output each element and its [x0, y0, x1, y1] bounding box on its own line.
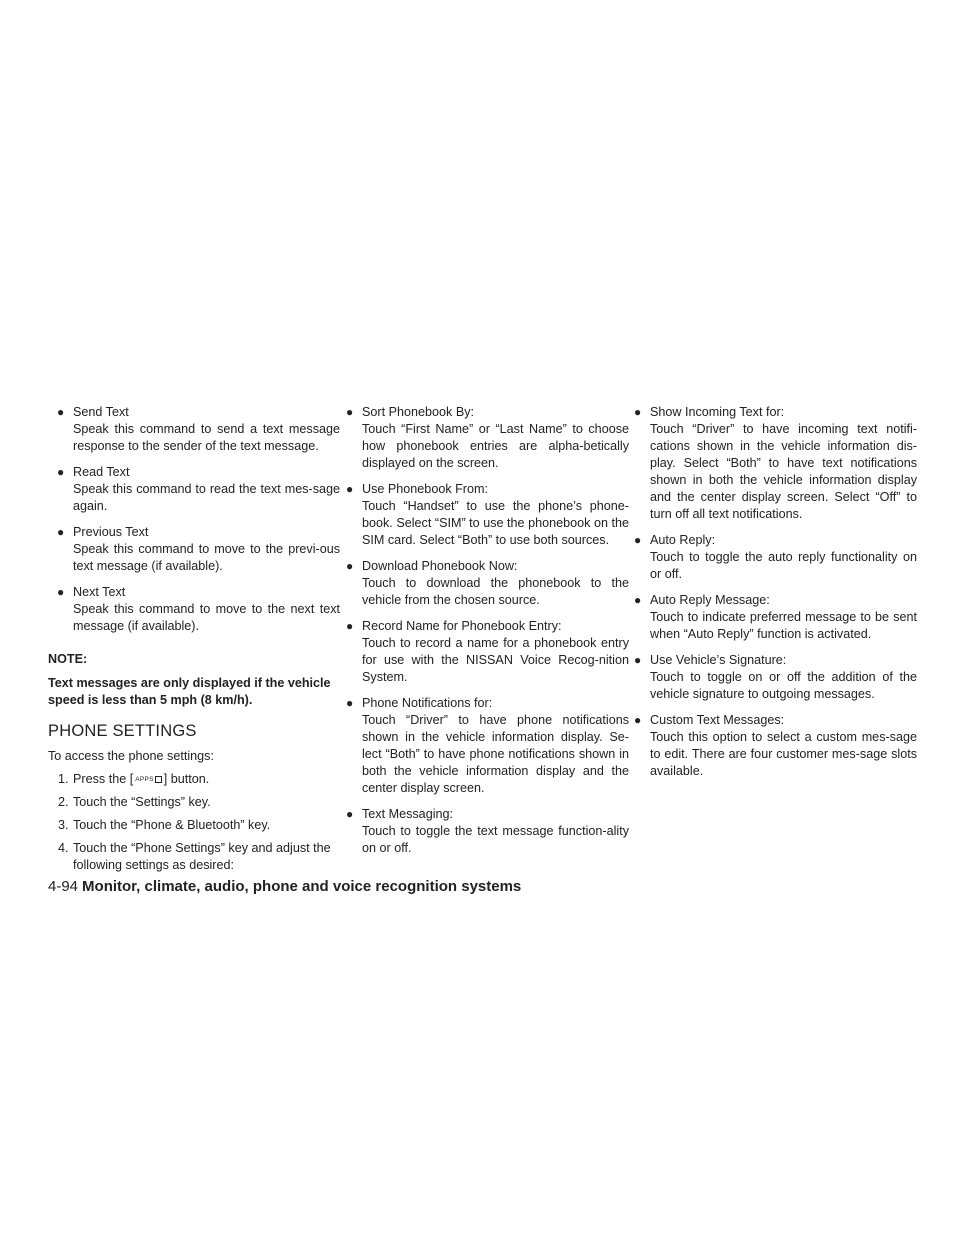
column-middle [337, 404, 629, 866]
step-number: 2. [58, 795, 69, 809]
bullet-item-custom-text-messages [625, 712, 917, 780]
bullet-text: Touch “Driver” to have phone notifications shown in the vehicle information display. Se-lect “Both” to have phone notifications shown in both the vehicle information display and the center display screen. [362, 713, 629, 795]
bullet-item-send-text [48, 404, 340, 455]
bullet-title: Next Text [73, 585, 126, 599]
bullet-dot-icon: ● [634, 713, 642, 727]
bullet-item-text-messaging [337, 806, 629, 857]
bullet-dot-icon: ● [57, 405, 65, 419]
step-text-pre: Press the [ [73, 772, 134, 786]
bullet-item-previous-text [48, 524, 340, 575]
bullet-title: Custom Text Messages: [650, 713, 785, 727]
page-footer [48, 878, 521, 895]
bullet-dot-icon: ● [346, 619, 354, 633]
bullet-item-show-incoming-text [625, 404, 917, 523]
bullet-text: Touch to toggle the text message function-ality on or off. [362, 824, 629, 855]
step-number: 3. [58, 818, 69, 832]
bullet-dot-icon: ● [634, 533, 642, 547]
bullet-item-use-phonebook-from [337, 481, 629, 549]
apps-button-icon [133, 774, 164, 785]
bullet-title: Auto Reply Message: [650, 593, 770, 607]
bullet-text: Touch to indicate preferred message to be sent when “Auto Reply” function is activated. [650, 610, 917, 641]
page-number: 4-94 [48, 878, 79, 895]
bullet-dot-icon: ● [346, 405, 354, 419]
section-heading-phone-settings: PHONE SETTINGS [48, 722, 197, 740]
bullet-text: Touch to download the phonebook to the vehicle from the chosen source. [362, 576, 629, 607]
bullet-dot-icon: ● [57, 465, 65, 479]
step-text: Touch the “Phone Settings” key and adjust the following settings as desired: [73, 841, 331, 872]
bullet-item-record-name [337, 618, 629, 686]
bullet-title: Previous Text [73, 525, 149, 539]
bullet-title: Download Phonebook Now: [362, 559, 518, 573]
bullet-item-next-text [48, 584, 340, 635]
bullet-text: Touch “Driver” to have incoming text notifi-cations shown in the vehicle information dis-play. Select “Both” to have text notifications shown in both the vehicle information display and the center display screen. Select “Off” to turn off all text notifications. [650, 422, 917, 521]
bullet-item-auto-reply [625, 532, 917, 583]
bullet-text: Touch “First Name” or “Last Name” to choose how phonebook entries are alpha-betically displayed on the screen. [362, 422, 629, 470]
bullet-item-auto-reply-message [625, 592, 917, 643]
bullet-text: Touch to toggle the auto reply functionality on or off. [650, 550, 917, 581]
bullet-text: Touch to toggle on or off the addition of the vehicle signature to outgoing messages. [650, 670, 917, 701]
bullet-text: Speak this command to move to the next text message (if available). [73, 602, 340, 633]
bullet-dot-icon: ● [346, 696, 354, 710]
bullet-dot-icon: ● [57, 525, 65, 539]
step-number: 4. [58, 841, 69, 855]
bullet-item-download-phonebook [337, 558, 629, 609]
bullet-dot-icon: ● [634, 405, 642, 419]
bullet-title: Read Text [73, 465, 130, 479]
step-3 [48, 817, 340, 834]
note-text: Text messages are only displayed if the vehicle speed is less than 5 mph (8 km/h). [48, 676, 331, 707]
step-text-post: ] button. [163, 772, 210, 786]
bullet-dot-icon: ● [346, 807, 354, 821]
step-text: Touch the “Settings” key. [73, 795, 211, 809]
intro-text: To access the phone settings: [48, 749, 214, 763]
bullet-item-sort-phonebook [337, 404, 629, 472]
bullet-text: Speak this command to read the text mes-sage again. [73, 482, 340, 513]
bullet-text: Speak this command to move to the previ-ous text message (if available). [73, 542, 340, 573]
bullet-title: Auto Reply: [650, 533, 716, 547]
bullet-dot-icon: ● [634, 653, 642, 667]
bullet-text: Touch to record a name for a phonebook entry for use with the NISSAN Voice Recog-nition System. [362, 636, 629, 684]
bullet-title: Use Phonebook From: [362, 482, 488, 496]
bullet-title: Use Vehicle’s Signature: [650, 653, 787, 667]
bullet-dot-icon: ● [634, 593, 642, 607]
bullet-item-read-text [48, 464, 340, 515]
note-label: NOTE: [48, 652, 88, 666]
step-2 [48, 794, 340, 811]
column-right [625, 404, 917, 789]
bullet-dot-icon: ● [346, 559, 354, 573]
bullet-text: Speak this command to send a text message response to the sender of the text message. [73, 422, 340, 453]
step-text: Touch the “Phone & Bluetooth” key. [73, 818, 271, 832]
step-1 [48, 771, 340, 788]
bullet-title: Record Name for Phonebook Entry: [362, 619, 562, 633]
bullet-text: Touch this option to select a custom mes-sage to edit. There are four customer mes-sage slots available. [650, 730, 917, 778]
bullet-title: Text Messaging: [362, 807, 453, 821]
chapter-title: Monitor, climate, audio, phone and voice recognition systems [82, 878, 522, 895]
bullet-title: Phone Notifications for: [362, 696, 493, 710]
bullet-dot-icon: ● [346, 482, 354, 496]
bullet-title: Sort Phonebook By: [362, 405, 475, 419]
bullet-dot-icon: ● [57, 585, 65, 599]
bullet-title: Send Text [73, 405, 129, 419]
bullet-item-phone-notifications [337, 695, 629, 797]
step-number: 1. [58, 772, 69, 786]
bullet-text: Touch “Handset” to use the phone’s phone-book. Select “SIM” to use the phonebook on the SIM card. Select “Both” to use both sources. [362, 499, 629, 547]
apps-icon-label: APPS [135, 776, 154, 784]
step-4 [48, 840, 340, 874]
bullet-item-vehicle-signature [625, 652, 917, 703]
bullet-title: Show Incoming Text for: [650, 405, 785, 419]
column-left [48, 404, 340, 880]
